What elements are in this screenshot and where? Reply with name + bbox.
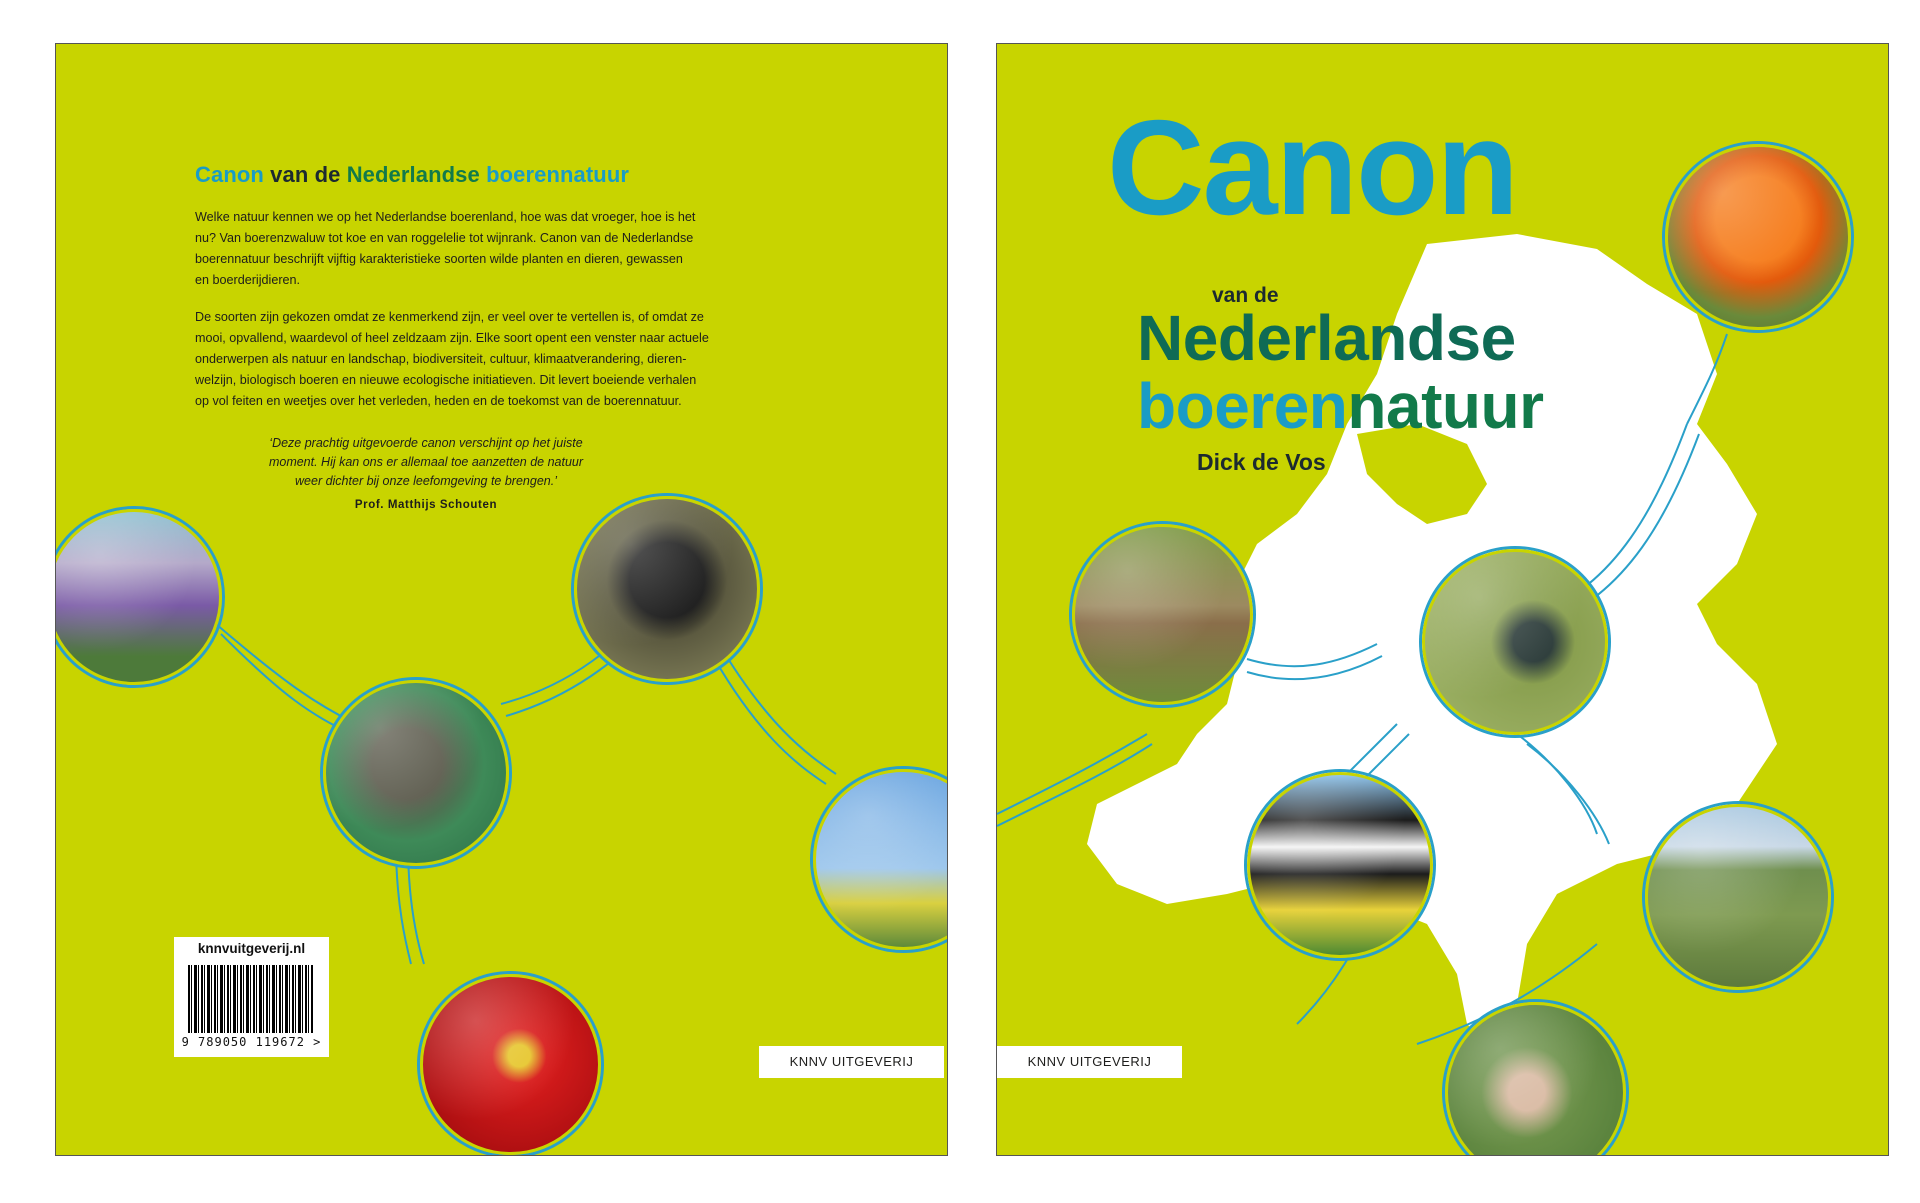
quote-line: weer dichter bij onze leefomgeving te brengen.’ <box>295 474 557 488</box>
hares-photo <box>1072 524 1253 705</box>
title-vande: van de <box>270 162 341 187</box>
front-cover <box>996 43 1889 1156</box>
rapeseed-photo <box>813 769 948 950</box>
blurb-line: Welke natuur kennen we op het Nederlandse boerenland, hoe was dat vroeger, hoe is het <box>195 210 696 224</box>
title-nederlandse: Nederlandse <box>346 162 480 187</box>
mussels-photo <box>323 680 509 866</box>
title-canon: Canon <box>195 162 264 187</box>
author-name: Dick de Vos <box>1197 449 1326 475</box>
back-cover <box>55 43 948 1156</box>
blurb-line: en boerderijdieren. <box>195 273 301 287</box>
blurb-paragraph-1 <box>195 207 765 291</box>
wheat-photo <box>1445 1002 1626 1156</box>
lily-photo <box>1665 144 1851 330</box>
back-title <box>195 162 629 188</box>
quote-author: Prof. Matthijs Schouten <box>354 499 498 511</box>
quote-line: moment. Hij kan ons er allemaal toe aanzetten de natuur <box>268 455 584 469</box>
review-quote <box>236 434 616 491</box>
lapwing-photo <box>1422 549 1608 735</box>
blurb-paragraph-2 <box>195 307 765 412</box>
front-title-canon: Canon <box>1107 92 1517 243</box>
barcode <box>174 937 329 1057</box>
publisher-label-front: KNNV UITGEVERIJ <box>997 1046 1182 1078</box>
blurb-line: op vol feiten en weetjes over het verleden, heden en de toekomst van de boerennatuur. <box>195 394 682 408</box>
landscape-photo <box>1645 804 1831 990</box>
blurb-line: onderwerpen als natuur en landschap, biodiversiteit, cultuur, klimaatverandering, dieren- <box>195 352 687 366</box>
quote-line: ‘Deze prachtig uitgevoerde canon verschijnt op het juiste <box>269 436 583 450</box>
wagtail-photo <box>420 974 601 1155</box>
front-title-nederlandse: Nederlandse <box>1137 302 1516 374</box>
front-title-boerennatuur <box>1137 370 1544 442</box>
cows-photo <box>1247 772 1433 958</box>
barcode-bars <box>188 965 313 1033</box>
lupine-photo <box>55 509 222 685</box>
front-title-natuur: natuur <box>1347 370 1544 442</box>
title-boerennatuur: boerennatuur <box>486 162 630 187</box>
blurb-line: welzijn, biologisch boeren en nieuwe ecologische initiatieven. Dit levert boeiende verhalen <box>195 373 697 387</box>
blurb-line: mooi, opvallend, waardevol of heel zeldzaam zijn. Elke soort opent een venster naar actuele <box>195 331 709 345</box>
isbn-number: 9 789050 119672 > <box>181 1035 322 1049</box>
front-title-vande: van de <box>1212 284 1279 307</box>
publisher-label-back: KNNV UITGEVERIJ <box>759 1046 944 1078</box>
publisher-url: knnvuitgeverij.nl <box>197 941 306 956</box>
beetle-photo <box>574 496 760 682</box>
blurb-line: De soorten zijn gekozen omdat ze kenmerkend zijn, er veel over te vertellen is, of omdat ze <box>195 310 704 324</box>
front-title-boeren: boeren <box>1137 370 1348 442</box>
blurb-line: nu? Van boerenzwaluw tot koe en van roggelelie tot wijnrank. Canon van de Nederlandse <box>195 231 694 245</box>
blurb-line: boerennatuur beschrijft vijftig karakteristieke soorten wilde planten en dieren, gewassen <box>195 252 683 266</box>
